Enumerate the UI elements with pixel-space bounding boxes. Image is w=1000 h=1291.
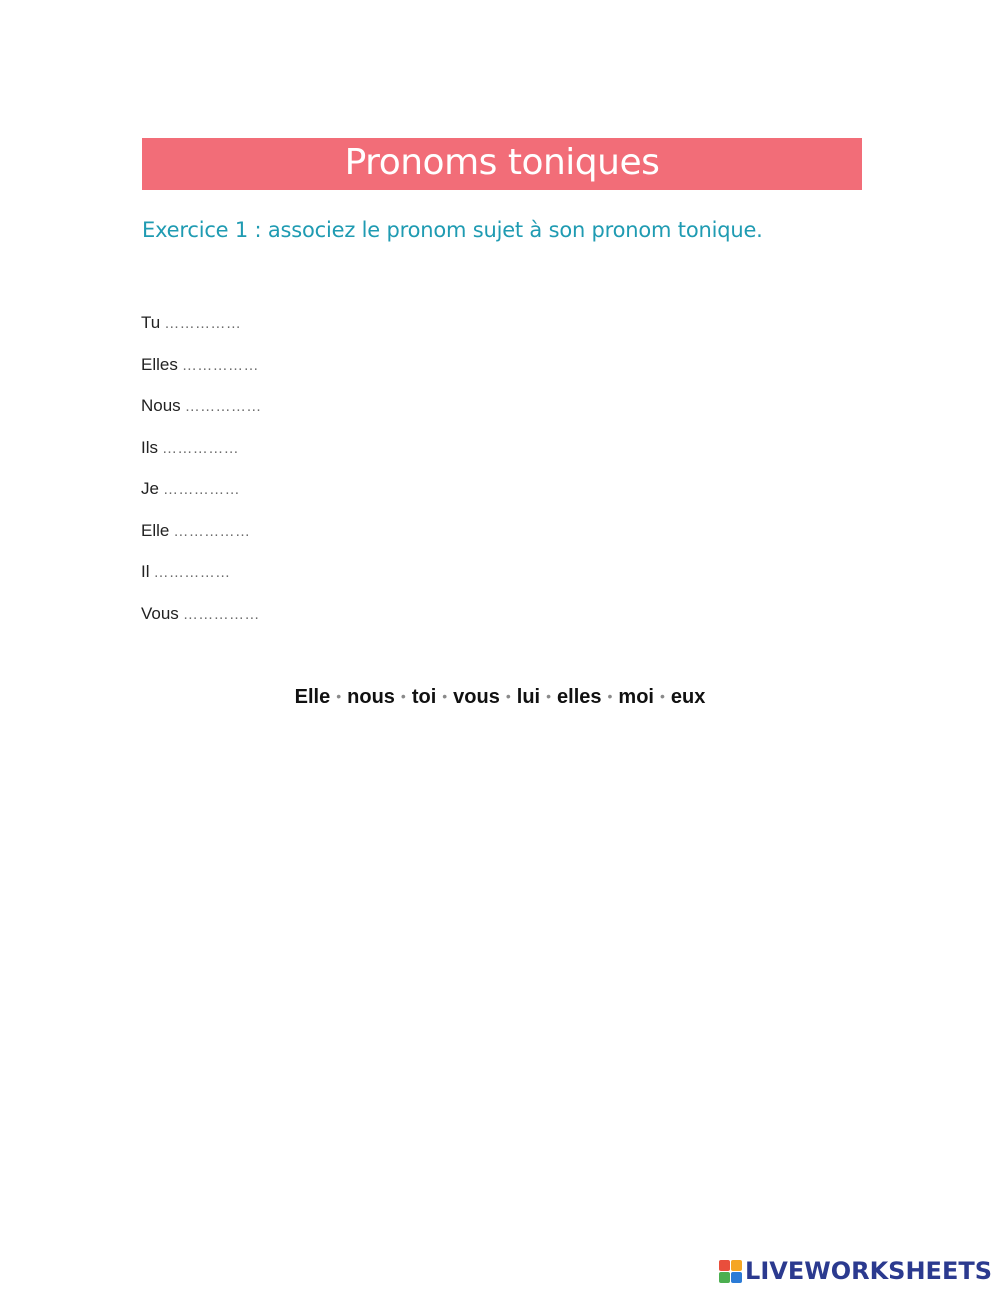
liveworksheets-brand[interactable] [719,1253,992,1289]
bullet-separator: • [607,688,613,704]
subject-pronoun: Nous [141,396,181,415]
word-bank-item: toi [411,686,437,708]
answer-blank[interactable]: …………… [153,564,231,581]
pronoun-item-elles [141,355,262,397]
page-title: Pronoms toniques [344,142,660,183]
pronoun-item-il [141,562,262,604]
word-bank-item: Elle [294,686,331,708]
word-bank-item: eux [670,686,706,708]
word-bank-item: moi [618,686,654,708]
word-bank-item: vous [453,686,500,708]
subject-pronoun: Vous [141,603,179,623]
answer-blank[interactable]: …………… [182,605,260,623]
pronoun-item-ils [141,438,262,480]
answer-blank[interactable]: …………… [184,398,262,415]
pronoun-item-nous [141,396,262,438]
bullet-separator: • [400,688,406,704]
logo-square [731,1272,742,1283]
word-bank [0,686,1000,709]
pronoun-list [141,313,262,645]
bullet-separator: • [659,688,665,704]
exercise-instruction: Exercice 1 : associez le pronom sujet à son pronom tonique. [142,218,763,242]
pronoun-item-vous [141,604,262,646]
answer-blank[interactable]: …………… [173,522,251,540]
subject-pronoun: Ils [141,437,158,457]
liveworksheets-logo-icon [719,1260,742,1283]
answer-blank[interactable]: …………… [164,315,242,332]
bullet-separator: • [336,688,342,704]
bullet-separator: • [505,688,511,704]
brand-name: LIVEWORKSHEETS [745,1257,992,1285]
answer-blank[interactable]: …………… [181,356,259,374]
pronoun-item-elle [141,521,262,563]
pronoun-item-tu [141,313,262,355]
subject-pronoun: Elle [141,520,170,540]
answer-blank[interactable]: …………… [162,481,240,498]
title-banner [142,138,862,190]
word-bank-item: lui [516,686,541,708]
subject-pronoun: Elles [141,354,178,374]
pronoun-item-je [141,479,262,521]
word-bank-item: nous [347,686,395,708]
subject-pronoun: Il [141,562,150,581]
logo-square [719,1260,730,1271]
logo-square [731,1260,742,1271]
answer-blank[interactable]: …………… [162,439,239,457]
bullet-separator: • [442,688,448,704]
logo-square [719,1272,730,1283]
subject-pronoun: Tu [141,313,161,332]
bullet-separator: • [546,688,552,704]
word-bank-item: elles [557,686,602,708]
subject-pronoun: Je [141,479,159,498]
